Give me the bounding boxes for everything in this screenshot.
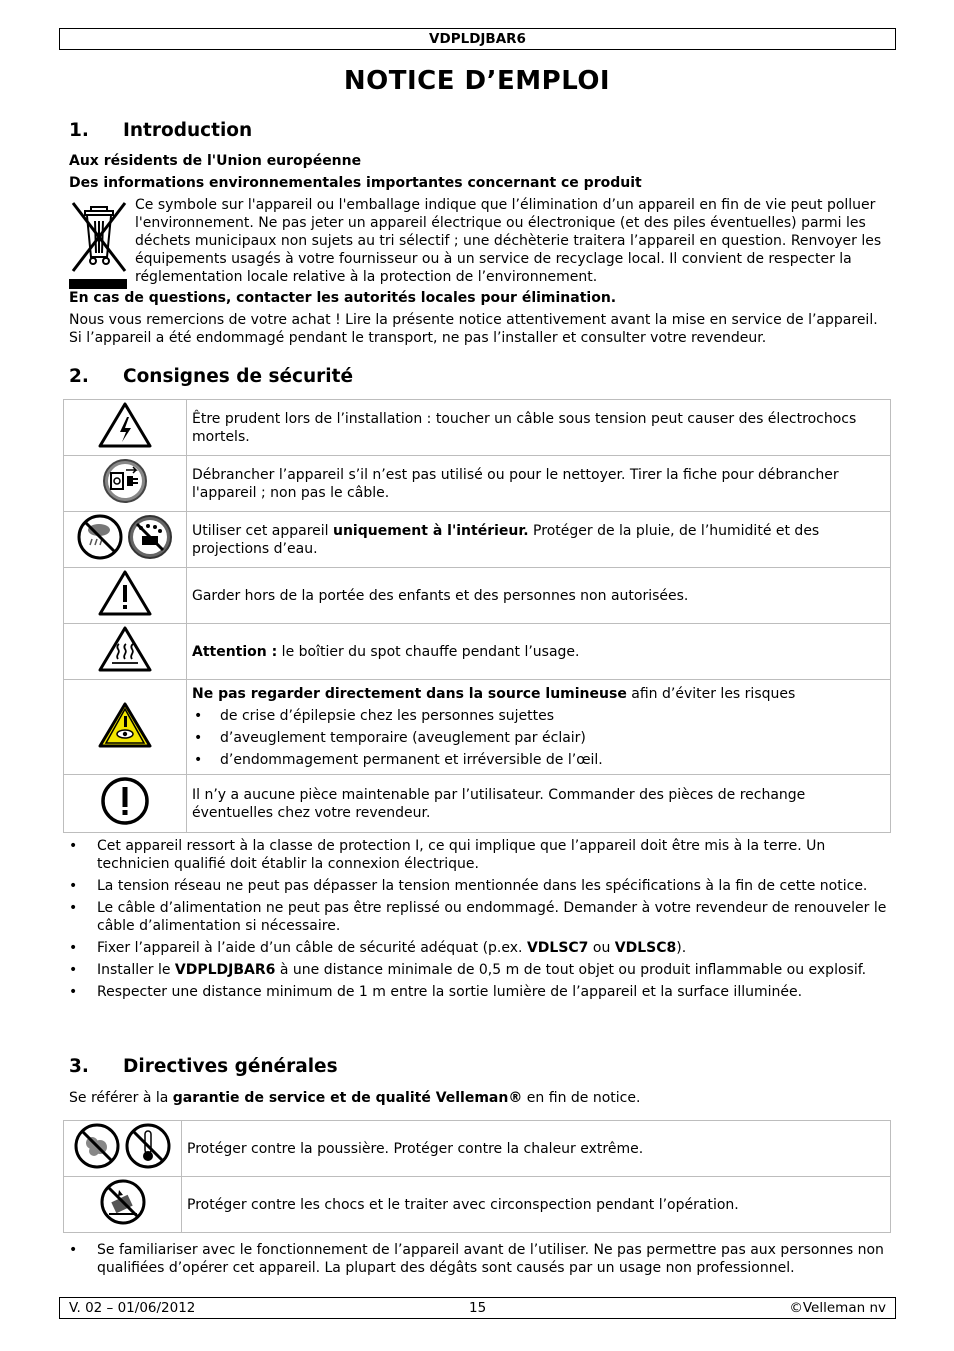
weee-bin-icon — [69, 199, 129, 291]
safety-text: Il n’y a aucune pièce maintenable par l’utilisateur. Commander des pièces de rechange éventuelles chez votre revendeur. — [187, 775, 891, 833]
general-row — [64, 1177, 891, 1233]
warranty-reference: Se référer à la garantie de service et de qualité Velleman® en fin de notice. — [69, 1090, 641, 1106]
list-item: • de crise d’épilepsie chez les personnes sujettes — [192, 707, 884, 725]
list-item: • d’endommagement permanent et irréversible de l’œil. — [192, 751, 884, 769]
general-text: Protéger contre la poussière. Protéger contre la chaleur extrême. — [182, 1121, 891, 1177]
section-heading-introduction: 1. Introduction — [69, 120, 253, 141]
safety-text: Utiliser cet appareil uniquement à l'intérieur. Protéger de la pluie, de l’humidité et des projections d’eau. — [187, 512, 891, 568]
general-bullets — [69, 1241, 891, 1281]
page-title: NOTICE D’EMPLOI — [343, 66, 611, 96]
page-number: 15 — [469, 1300, 487, 1316]
safety-row — [64, 456, 891, 512]
exclamation-circle-icon — [100, 776, 150, 826]
list-item: • Se familiariser avec le fonctionnement de l’appareil avant de l’utiliser. Ne pas permettre pas aux personnes non qualifiées d’opérer cet appareil. La plupart des dégâts sont causés par un usage non professionnel. — [69, 1241, 891, 1277]
no-rain-icon — [77, 514, 123, 560]
safety-text: Ne pas regarder directement dans la source lumineuse afin d’éviter les risques • de crise d’épilepsie chez les personnes sujettes • d’aveuglement temporaire (aveuglement par éclair) • d’endommagement permanent et irréversible de l’œil. — [187, 680, 891, 775]
safety-row — [64, 680, 891, 775]
safety-text: Garder hors de la portée des enfants et des personnes non autorisées. — [187, 568, 891, 624]
safety-row — [64, 775, 891, 833]
no-heat-icon — [125, 1123, 171, 1169]
safety-row — [64, 512, 891, 568]
page-header: VDPLDJBAR6 — [59, 28, 896, 50]
eu-residents-heading: Aux résidents de l'Union européenne — [69, 153, 362, 169]
list-item: • Respecter une distance minimum de 1 m entre la sortie lumière de l’appareil et la surface illuminée. — [69, 983, 891, 1001]
safety-text: Débrancher l’appareil s’il n’est pas utilisé ou pour le nettoyer. Tirer la fiche pour débrancher l'appareil ; non pas le câble. — [187, 456, 891, 512]
eye-hazard-icon — [97, 701, 153, 749]
list-item: • Fixer l’appareil à l’aide d’un câble de sécurité adéquat (p.ex. VDLSC7 ou VDLSC8). — [69, 939, 891, 957]
list-item: • Installer le VDPLDJBAR6 à une distance minimale de 0,5 m de tout objet ou produit inflammable ou explosif. — [69, 961, 891, 979]
general-table — [63, 1120, 891, 1233]
general-text: Protéger contre les chocs et le traiter avec circonspection pendant l’opération. — [182, 1177, 891, 1233]
hot-surface-icon — [97, 625, 153, 673]
thanks-paragraph: Nous vous remercions de votre achat ! Lire la présente notice attentivement avant la mise en service de l’appareil. Si l’appareil a été endommagé pendant le transport, ne pas l’installer et consulter votre revendeur. — [69, 312, 878, 346]
section-heading-general: 3. Directives générales — [69, 1056, 338, 1077]
footer-version: V. 02 – 01/06/2012 — [69, 1300, 196, 1316]
list-item: • d’aveuglement temporaire (aveuglement par éclair) — [192, 729, 884, 747]
disposal-questions: En cas de questions, contacter les autorités locales pour élimination. — [69, 290, 617, 306]
electric-shock-warning-icon — [97, 401, 153, 449]
no-dust-icon — [74, 1123, 120, 1169]
list-item: • La tension réseau ne peut pas dépasser la tension mentionnée dans les spécifications à la fin de cette notice. — [69, 877, 891, 895]
weee-text: Ce symbole sur l'appareil ou l'emballage indique que l’élimination d’un appareil en fin de vie peut polluer l'environnement. Ne pas jeter un appareil électrique ou électronique (et des piles éventuelles) parmi les déchets municipaux non sujets au tri sélectif ; une déchèterie traitera l’appareil en question. Renvoyer les équipements usagés à votre fournisseur ou à un service de recyclage local. Il convient de respecter la réglementation locale relative à la protection de l’environnement. — [135, 197, 882, 285]
safety-text: Attention : le boîtier du spot chauffe pendant l’usage. — [187, 624, 891, 680]
safety-table — [63, 399, 891, 833]
safety-row — [64, 624, 891, 680]
list-item: • Cet appareil ressort à la classe de protection I, ce qui implique que l’appareil doit être mis à la terre. Un technicien qualifié doit établir la connexion électrique. — [69, 837, 891, 873]
environment-heading: Des informations environnementales importantes concernant ce produit — [69, 175, 642, 191]
no-splash-icon — [127, 514, 173, 560]
general-row — [64, 1121, 891, 1177]
section-heading-safety: 2. Consignes de sécurité — [69, 366, 354, 387]
page-footer — [59, 1297, 896, 1319]
safety-row — [64, 568, 891, 624]
general-warning-icon — [97, 569, 153, 617]
unplug-icon — [102, 458, 148, 504]
safety-row — [64, 400, 891, 456]
no-shock-icon — [99, 1178, 147, 1226]
footer-copyright: ©Velleman nv — [789, 1300, 886, 1316]
safety-bullets — [69, 837, 891, 1005]
list-item: • Le câble d’alimentation ne peut pas être replissé ou endommagé. Demander à votre revendeur de renouveler le câble d’alimentation si nécessaire. — [69, 899, 891, 935]
safety-text: Être prudent lors de l’installation : toucher un câble sous tension peut causer des électrochocs mortels. — [187, 400, 891, 456]
